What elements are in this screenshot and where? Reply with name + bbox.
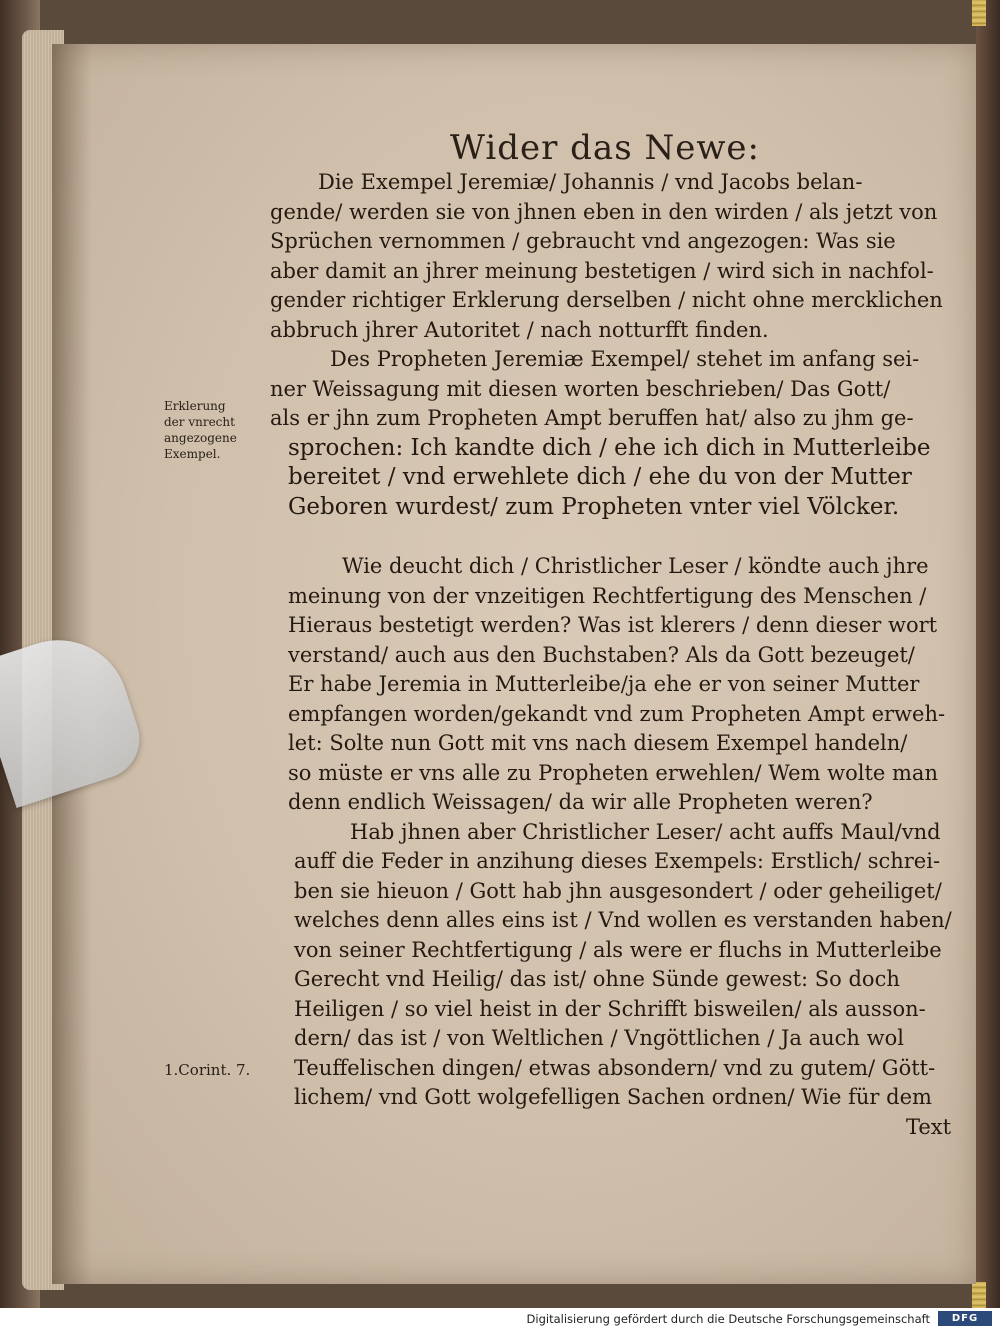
catchword: Text — [906, 1114, 952, 1139]
text-line: Die Exempel Jeremiæ/ Johannis / vnd Jacobs belan- — [318, 170, 863, 194]
dfg-logo: DFG — [938, 1311, 992, 1326]
funding-credit: Digitalisierung gefördert durch die Deutsche Forschungsgemeinschaft — [526, 1312, 930, 1326]
text-line: Geboren wurdest/ zum Propheten vnter viel Völcker. — [288, 493, 900, 520]
text-line: Hieraus bestetigt werden? Was ist klerers / denn dieser wort — [288, 613, 938, 637]
text-line: Teuffelischen dingen/ etwas absondern/ vnd zu gutem/ Gött- — [294, 1055, 936, 1080]
book-cover-right — [976, 0, 1000, 1308]
text-line: verstand/ auch aus den Buchstaben? Als da Gott bezeuget/ — [288, 642, 915, 667]
text-line: als er jhn zum Propheten Ampt beruffen hat/ also zu jhm ge- — [270, 406, 914, 430]
margin-note-line: Erklerung — [164, 399, 226, 413]
running-heading: Wider das Newe: — [450, 128, 761, 168]
text-line: empfangen worden/gekandt vnd zum Propheten Ampt erweh- — [288, 701, 946, 726]
text-line: von seiner Rechtfertigung / als were er fluchs in Mutterleibe — [294, 937, 942, 962]
text-line: welches denn alles eins ist / Vnd wollen es verstanden haben/ — [294, 908, 952, 932]
margin-note-line: Exempel. — [164, 447, 221, 461]
footer-bar — [0, 1308, 1000, 1330]
text-line: auff die Feder in anzihung dieses Exempels: Erstlich/ schrei- — [294, 849, 941, 873]
text-line: Wie deucht dich / Christlicher Leser / köndte auch jhre — [342, 554, 929, 578]
text-line: let: Solte nun Gott mit vns nach diesem Exempel handeln/ — [288, 731, 908, 755]
margin-note-line: der vnrecht — [164, 415, 235, 429]
margin-note-corinthians: 1.Corint. 7. — [164, 1061, 251, 1079]
text-line: gende/ werden sie von jhnen eben in den wirden / als jetzt von — [270, 199, 938, 224]
text-line: Sprüchen vernommen / gebraucht vnd angezogen: Was sie — [270, 229, 896, 253]
text-line: bereitet / vnd erwehlete dich / ehe du von der Mutter — [288, 464, 912, 490]
text-line: abbruch jhrer Autoritet / nach notturfft finden. — [270, 317, 769, 342]
text-line: lichem/ vnd Gott wolgefelligen Sachen ordnen/ Wie für dem — [294, 1085, 932, 1109]
text-line: Des Propheten Jeremiæ Exempel/ stehet im anfang sei- — [330, 347, 920, 371]
text-line: ben sie hieuon / Gott hab jhn ausgesondert / oder geheiliget/ — [294, 878, 942, 903]
text-line: Er habe Jeremia in Mutterleibe/ja ehe er von seiner Mutter — [288, 672, 920, 696]
body-text — [270, 168, 970, 1142]
text-line: ner Weissagung mit diesen worten beschrieben/ Das Gott/ — [270, 376, 891, 401]
text-line: meinung von der vnzeitigen Rechtfertigung des Menschen / — [288, 583, 927, 608]
text-line: Heiligen / so viel heist in der Schrifft bisweilen/ als ausson- — [294, 996, 926, 1021]
paragraph-gap — [270, 522, 970, 552]
text-line: Gerecht vnd Heilig/ das ist/ ohne Sünde gewest: So doch — [294, 967, 900, 991]
ribbon-marker-top — [972, 0, 986, 26]
text-line: dern/ das ist / von Weltlichen / Vngöttlichen / Ja auch wol — [294, 1026, 904, 1050]
margin-note-erklerung — [164, 398, 237, 462]
text-line: so müste er vns alle zu Propheten erwehlen/ Wem wolte man — [288, 760, 938, 785]
text-line: denn endlich Weissagen/ da wir alle Propheten weren? — [288, 790, 873, 814]
text-line: aber damit an jhrer meinung bestetigen / wird sich in nachfol- — [270, 258, 934, 283]
margin-note-line: angezogene — [164, 431, 237, 445]
text-line: sprochen: Ich kandte dich / ehe ich dich in Mutterleibe — [288, 434, 931, 461]
text-line: gender richtiger Erklerung derselben / nicht ohne mercklichen — [270, 288, 943, 312]
text-line: Hab jhnen aber Christlicher Leser/ acht auffs Maul/vnd — [350, 819, 941, 844]
ribbon-marker-bottom — [972, 1282, 986, 1308]
